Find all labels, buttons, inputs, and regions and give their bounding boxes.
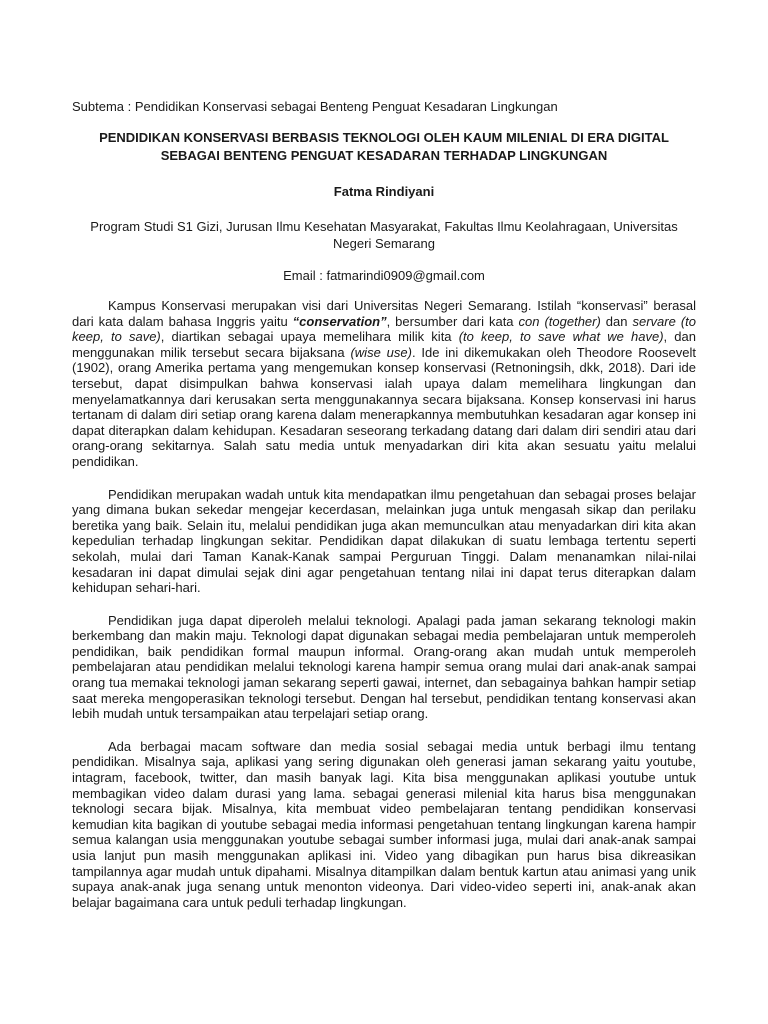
document-page xyxy=(72,98,696,927)
p1-term-wise-use: (wise use) xyxy=(350,344,412,360)
title-line-1: PENDIDIKAN KONSERVASI BERBASIS TEKNOLOGI OLEH KAUM MILENIAL DI ERA DIGITAL xyxy=(99,130,669,145)
p1-text-e: dan xyxy=(600,313,633,329)
paragraph-1 xyxy=(72,298,696,470)
p1-text-g: , diartikan sebagai upaya memelihara milik kita xyxy=(160,329,459,345)
paragraph-2: Pendidikan merupakan wadah untuk kita mendapatkan ilmu pengetahuan dan sebagai proses belajar yang dimana bukan sekedar mengejar kecerdasan, melainkan juga untuk mengasah sikap dan perilaku beretika yang baik. Selain itu, melalui pendidikan juga akan memunculkan atau menyadarkan diri kita akan kepedulian terhadap lingkungan sekitar. Pendidikan dapat dilakukan di suatu lembaga tertentu seperti sekolah, mulai dari Taman Kanak-Kanak sampai Perguruan Tinggi. Dalam menanamkan nilai-nilai kesadaran ini dapat dimulai sejak dini agar pengetahuan tentang nilai ini dapat terus diterapkan dalam kehidupan sehari-hari. xyxy=(72,486,696,596)
paragraph-3: Pendidikan juga dapat diperoleh melalui teknologi. Apalagi pada jaman sekarang teknologi makin berkembang dan makin maju. Teknologi dapat digunakan sebagai media pembelajaran untuk memperoleh pendidikan, baik pendidikan formal maupun informal. Orang-orang akan mudah untuk memperoleh pembelajaran atau pendidikan melalui teknologi karena hampir semua orang mulai dari anak-anak sampai orang tua memakai teknologi jaman sekarang seperti gawai, internet, dan sebagainya bahkan hampir setiap saat mereka mengoperasikan teknologi tersebut. Dengan hal tersebut, pendidikan tentang konservasi akan lebih mudah untuk tersampaikan atau terpelajari setiap orang. xyxy=(72,612,696,722)
author-email: Email : fatmarindi0909@gmail.com xyxy=(283,268,485,283)
author-affiliation: Program Studi S1 Gizi, Jurusan Ilmu Kesehatan Masyarakat, Fakultas Ilmu Keolahragaan, Universitas Negeri Semarang xyxy=(90,219,678,251)
p1-term-conservation: “conservation” xyxy=(292,313,387,329)
p1-text-i: , dan menggunakan milik tersebut secara bijaksana xyxy=(72,329,696,360)
paragraph-4: Ada berbagai macam software dan media sosial sebagai media untuk berbagi ilmu tentang pendidikan. Misalnya saja, aplikasi yang sering digunakan oleh generasi jaman sekarang yaitu youtube, intagram, facebook, twitter, dan masih banyak lagi. Kita bisa menggunakan aplikasi youtube untuk membagikan video dalam durasi yang lama. sebagai generasi milenial kita harus bisa menggunakan teknologi secara bijak. Misalnya, kita membuat video pembelajaran tentang pendidikan konservasi kemudian kita bagikan di youtube sebagai media informasi pengetahuan tentang lingkungan karena hampir semua kalangan usia menggunakan youtube sebagai sumber informasi juga, mulai dari anak-anak sampai usia lanjut pun masih menggunakan aplikasi ini. Video yang dibagikan pun harus bisa dikreasikan tampilannya agar mudah untuk dipahami. Misalnya ditampilkan dalam bentuk kartun atau animasi yang unik supaya anak-anak juga senang untuk menonton videonya. Dari video-video seperti ini, anak-anak akan belajar bagaimana cara untuk peduli terhadap lingkungan. xyxy=(72,738,696,910)
p1-text-a: Kampus Konservasi merupakan visi dari Universitas Negeri Semarang. Istilah “konservasi” berasal dari kata dalam bahasa Inggris yaitu xyxy=(72,298,696,329)
title-line-2: SEBAGAI BENTENG PENGUAT KESADARAN TERHADAP LINGKUNGAN xyxy=(160,147,608,163)
p1-term-servare: servare (to keep, to save) xyxy=(72,313,696,345)
p1-text-k: . Ide ini dikemukakan oleh Theodore Roosevelt (1902), orang Amerika pertama yang mengemukan konsep konservasi (Retnoningsih, dkk, 2018). Dari ide tersebut, dapat disimpulkan bahwa konservasi ialah upaya dalam memelihara lingkungan dan menyelamatkannya dari kerusakan serta menggunakannya secara bijaksana. Konsep konservasi ini harus tertanam di dalam diri setiap orang karena dalam menerapkannya membutuhkan kesadaran agar konsep ini dapat diterapkan dalam kehidupan. Kesadaran seseorang terkadang datang dari dalam diri sendiri atau dari orang-orang sekitarnya. Salah satu media untuk menyadarkan diri kita akan sesuatu yaitu melalui pendidikan. xyxy=(72,344,697,469)
author-name: Fatma Rindiyani xyxy=(333,184,435,199)
p1-term-keep-save: (to keep, to save what we have) xyxy=(458,329,664,345)
p1-term-con: con (together) xyxy=(518,313,601,329)
subtema-line: Subtema : Pendidikan Konservasi sebagai Benteng Penguat Kesadaran Lingkungan xyxy=(72,99,558,114)
article-title xyxy=(72,129,696,164)
p1-text-c: , bersumber dari kata xyxy=(386,313,519,329)
